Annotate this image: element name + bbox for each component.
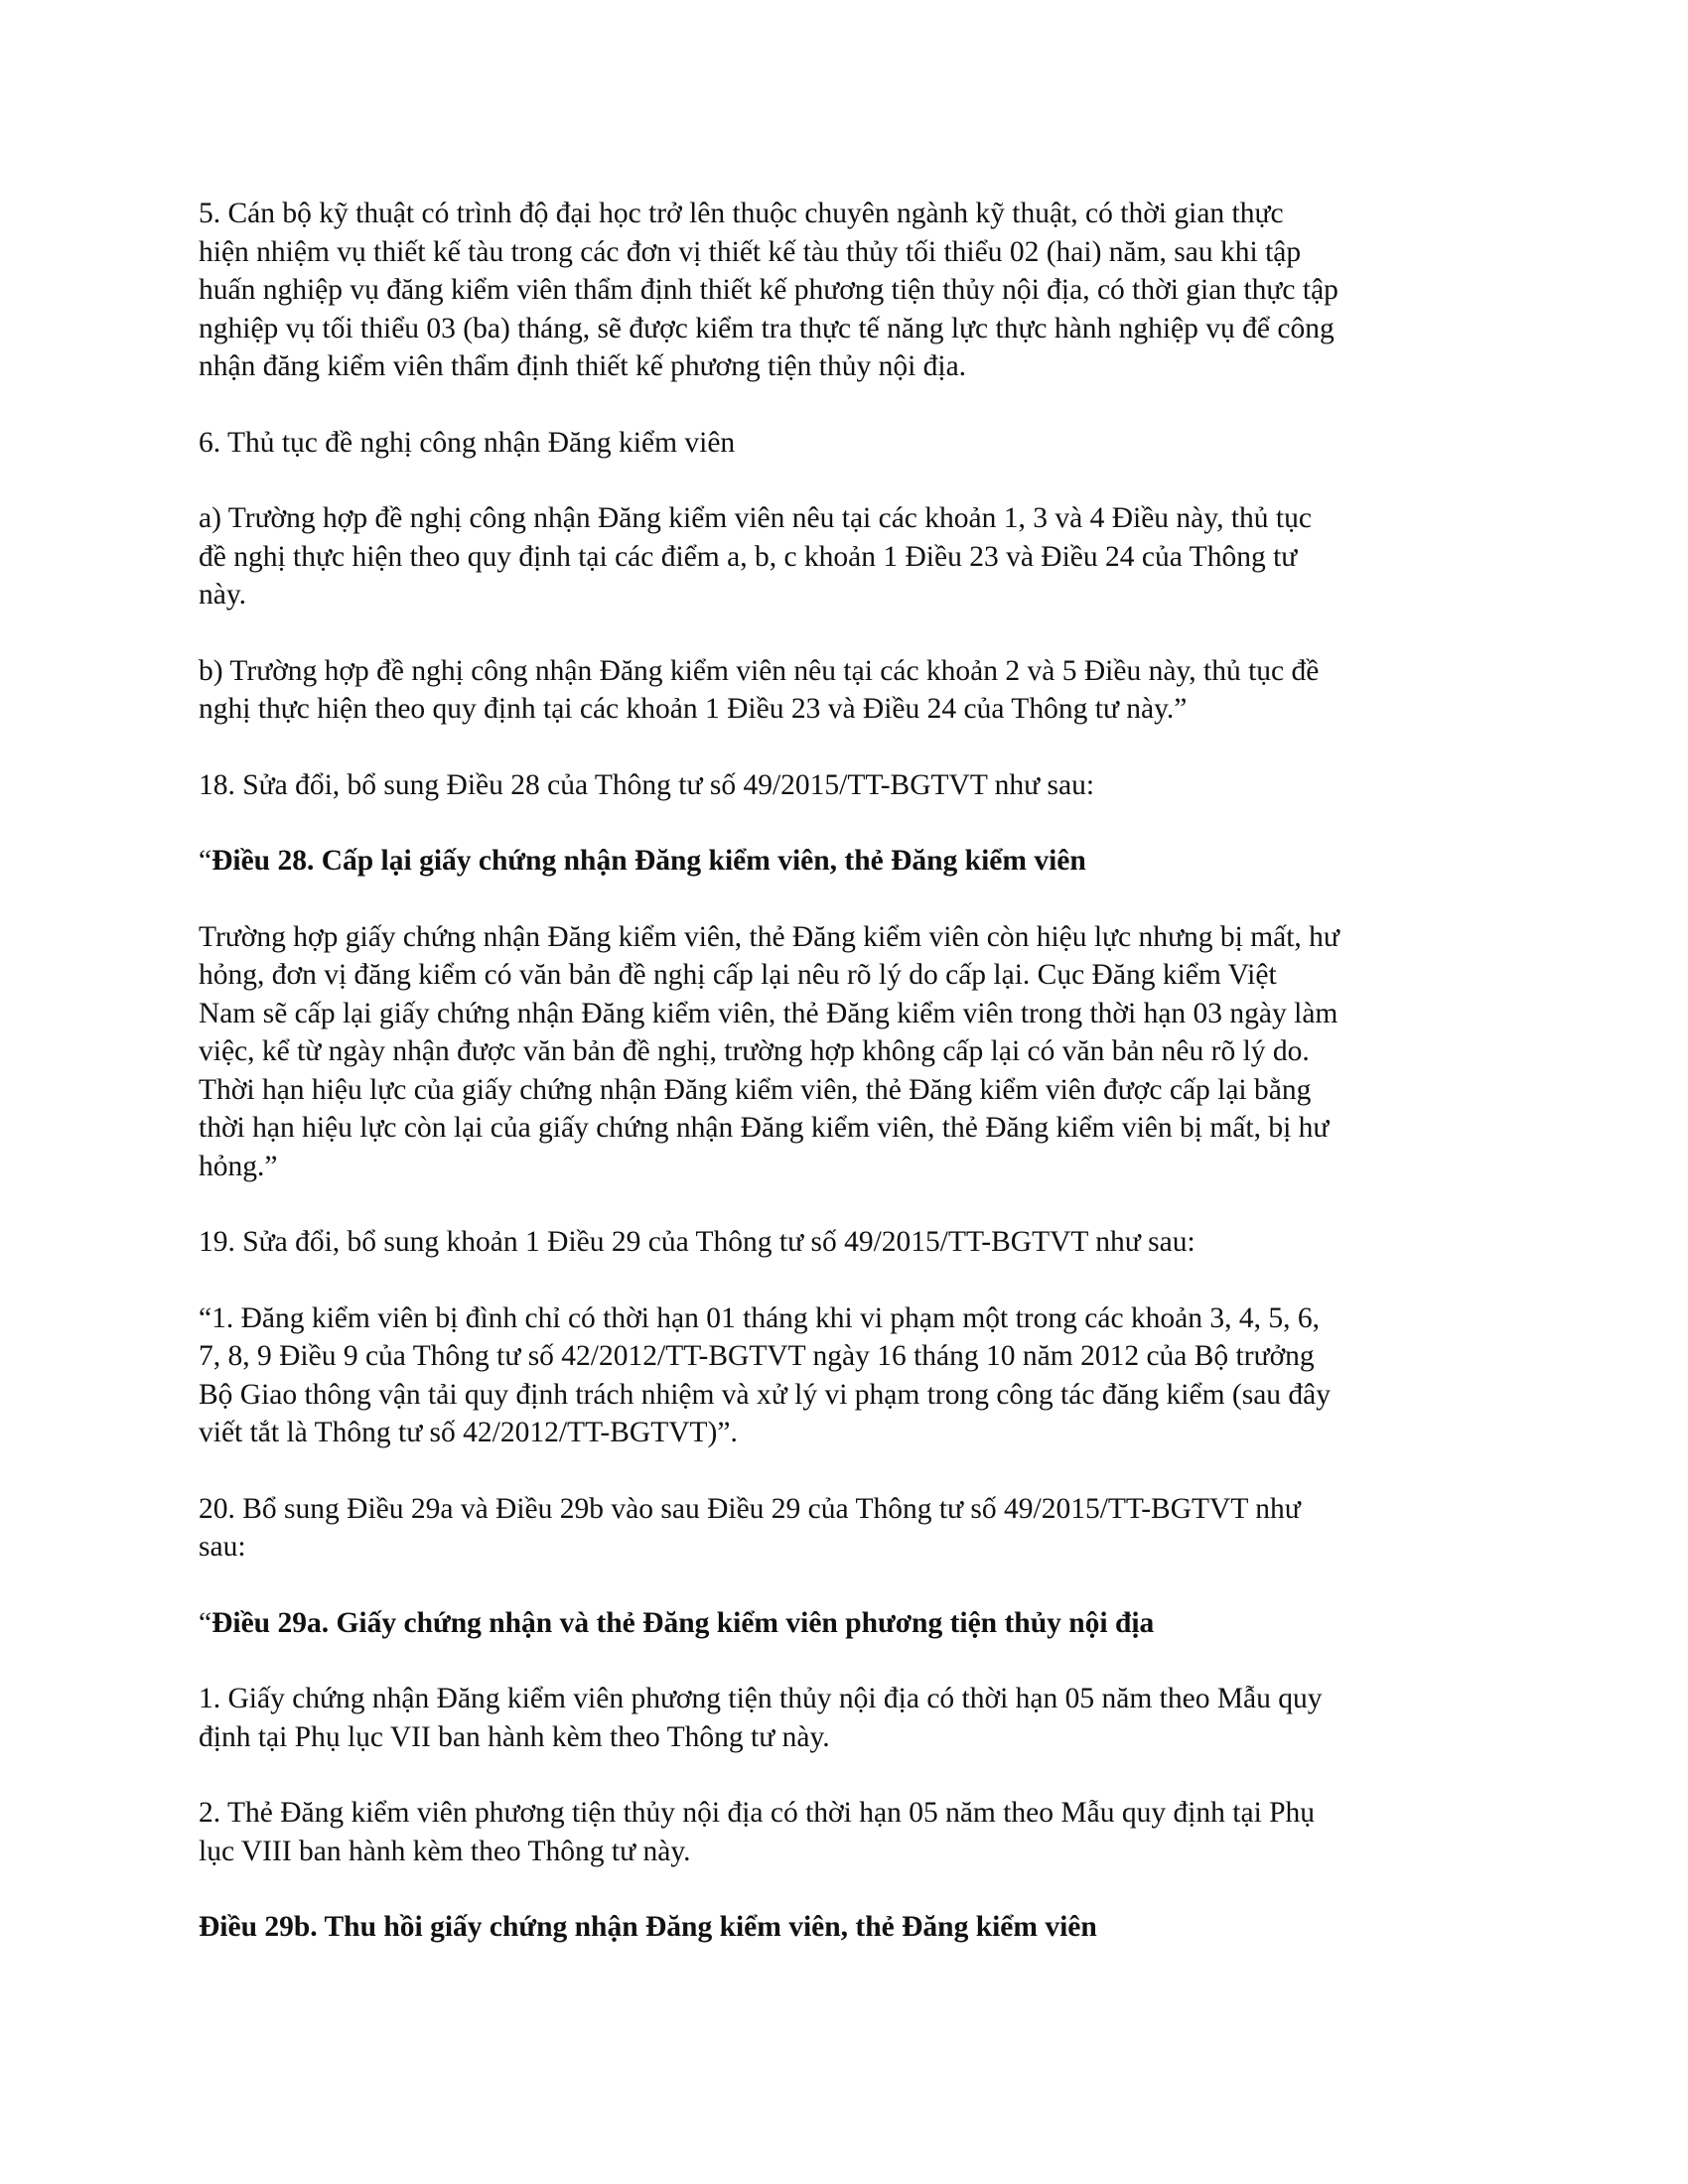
heading-article-29a	[199, 1604, 1479, 1643]
paragraph-article-29a-clause-1: 1. Giấy chứng nhận Đăng kiểm viên phương tiện thủy nội địa có thời hạn 05 năm theo Mẫu quy định tại Phụ lục VII ban hành kèm theo Thông tư này.	[199, 1683, 1323, 1753]
paragraph-item-18: 18. Sửa đổi, bổ sung Điều 28 của Thông tư số 49/2015/TT-BGTVT như sau:	[199, 768, 1095, 801]
paragraph-clause-6a: a) Trường hợp đề nghị công nhận Đăng kiểm viên nêu tại các khoản 1, 3 và 4 Điều này, thủ tục đề nghị thực hiện theo quy định tại các điểm a, b, c khoản 1 Điều 23 và Điều 24 của Thông tư này.	[199, 502, 1312, 611]
paragraph-item-19-clause-1: “1. Đăng kiểm viên bị đình chỉ có thời hạn 01 tháng khi vi phạm một trong các khoản 3, 4, 5, 6, 7, 8, 9 Điều 9 của Thông tư số 42/2012/TT-BGTVT ngày 16 tháng 10 năm 2012 của Bộ trưởng Bộ Giao thông vận tải quy định trách nhiệm và xử lý vi phạm trong công tác đăng kiểm (sau đây viết tắt là Thông tư số 42/2012/TT-BGTVT)”.	[199, 1301, 1332, 1448]
paragraph-clause-5: 5. Cán bộ kỹ thuật có trình độ đại học trở lên thuộc chuyên ngành kỹ thuật, có thời gian thực hiện nhiệm vụ thiết kế tàu trong các đơn vị thiết kế tàu thủy tối thiểu 02 (hai) năm, sau khi tập huấn nghiệp vụ đăng kiểm viên thẩm định thiết kế phương tiện thủy nội địa, có thời gian thực tập nghiệp vụ tối thiểu 03 (ba) tháng, sẽ được kiểm tra thực tế năng lực thực hành nghiệp vụ để công nhận đăng kiểm viên thẩm định thiết kế phương tiện thủy nội địa.	[199, 198, 1338, 382]
document-page	[199, 195, 1479, 1984]
opening-quote: “	[199, 1606, 212, 1639]
paragraph-clause-6: 6. Thủ tục đề nghị công nhận Đăng kiểm viên	[199, 426, 736, 459]
opening-quote: “	[199, 845, 212, 877]
paragraph-clause-6b: b) Trường hợp đề nghị công nhận Đăng kiểm viên nêu tại các khoản 2 và 5 Điều này, thủ tục đề nghị thực hiện theo quy định tại các khoản 1 Điều 23 và Điều 24 của Thông tư này.”	[199, 654, 1320, 725]
heading-article-28	[199, 842, 1479, 881]
paragraph-article-28-body: Trường hợp giấy chứng nhận Đăng kiểm viên, thẻ Đăng kiểm viên còn hiệu lực nhưng bị mất, hư hỏng, đơn vị đăng kiểm có văn bản đề nghị cấp lại nêu rõ lý do cấp lại. Cục Đăng kiểm Việt Nam sẽ cấp lại giấy chứng nhận Đăng kiểm viên, thẻ Đăng kiểm viên trong thời hạn 03 ngày làm việc, kể từ ngày nhận được văn bản đề nghị, trường hợp không cấp lại có văn bản nêu rõ lý do. Thời hạn hiệu lực của giấy chứng nhận Đăng kiểm viên, thẻ Đăng kiểm viên được cấp lại bằng thời hạn hiệu lực còn lại của giấy chứng nhận Đăng kiểm viên, thẻ Đăng kiểm viên bị mất, bị hư hỏng.”	[199, 920, 1339, 1182]
paragraph-item-19: 19. Sửa đổi, bổ sung khoản 1 Điều 29 của Thông tư số 49/2015/TT-BGTVT như sau:	[199, 1226, 1196, 1258]
heading-article-29b: Điều 29b. Thu hồi giấy chứng nhận Đăng kiểm viên, thẻ Đăng kiểm viên	[199, 1911, 1097, 1943]
paragraph-article-29a-clause-2: 2. Thẻ Đăng kiểm viên phương tiện thủy nội địa có thời hạn 05 năm theo Mẫu quy định tại Phụ lục VIII ban hành kèm theo Thông tư này.	[199, 1797, 1316, 1867]
heading-article-28-text: Điều 28. Cấp lại giấy chứng nhận Đăng kiểm viên, thẻ Đăng kiểm viên	[211, 845, 1086, 877]
heading-article-29a-text: Điều 29a. Giấy chứng nhận và thẻ Đăng kiểm viên phương tiện thủy nội địa	[211, 1606, 1155, 1639]
paragraph-item-20: 20. Bổ sung Điều 29a và Điều 29b vào sau Điều 29 của Thông tư số 49/2015/TT-BGTVT như sau:	[199, 1492, 1301, 1563]
